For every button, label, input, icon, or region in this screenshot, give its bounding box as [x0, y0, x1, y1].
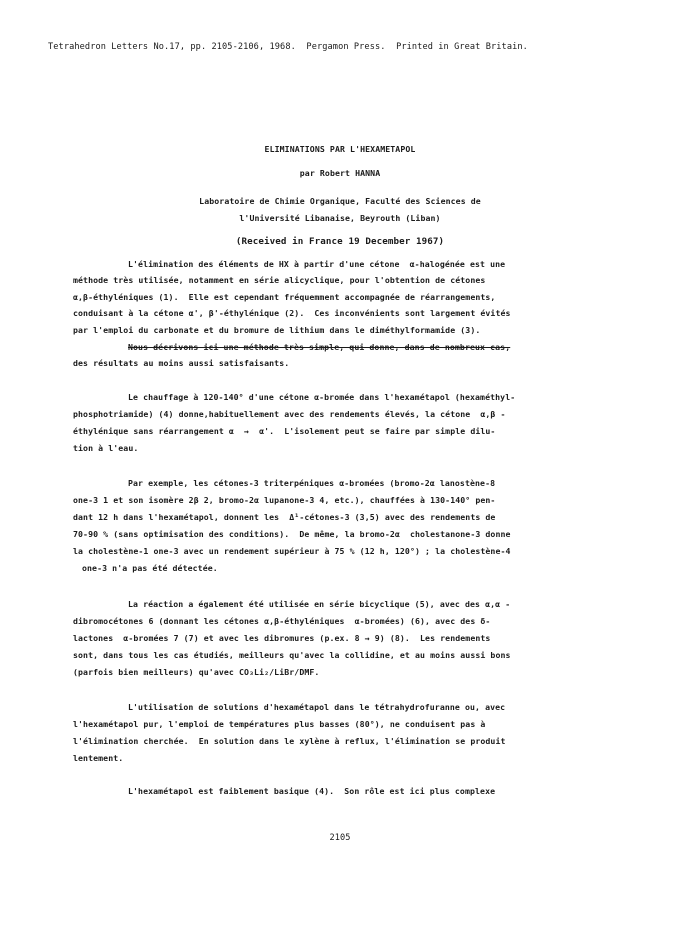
body-line: L'hexamétapol est faiblement basique (4). Son rôle est ici plus complexe: [128, 786, 496, 796]
body-line: one-3 1 et son isomère 2β 2, bromo-2α lupanone-3 4, etc.), chauffées à 130-140° pen-: [73, 495, 496, 505]
body-line: conduisant à la cétone α', β'-éthylénique (2). Ces inconvénients sont largement évités: [73, 308, 511, 318]
body-line: L'élimination des éléments de HX à partir d'une cétone α-halogénée est une: [128, 259, 506, 269]
body-line: sont, dans tous les cas étudiés, meilleurs qu'avec la collidine, et au moins aussi bons: [73, 650, 511, 660]
article-title: ELIMINATIONS PAR L'HEXAMETAPOL: [264, 144, 416, 154]
body-line: α,β-éthyléniques (1). Elle est cependant fréquemment accompagnée de réarrangements,: [73, 292, 496, 302]
body-line: éthylénique sans réarrangement α → α'. L'isolement peut se faire par simple dilu-: [73, 426, 496, 436]
body-line: phosphotriamide) (4) donne,habituellement avec des rendements élevés, la cétone α,β -: [73, 409, 506, 419]
body-line: Nous décrivons ici une méthode très simple, qui donne, dans de nombreux cas,: [128, 342, 511, 352]
body-line: La réaction a également été utilisée en série bicyclique (5), avec des α,α -: [128, 599, 511, 609]
body-line: par l'emploi du carbonate et du bromure de lithium dans le diméthylformamide (3).: [73, 325, 481, 335]
body-line: Par exemple, les cétones-3 triterpéniques α-bromées (bromo-2α lanostène-8: [128, 478, 496, 488]
affiliation-line: l'Université Libanaise, Beyrouth (Liban): [239, 213, 441, 223]
body-line: (parfois bien meilleurs) qu'avec CO₃Li₂/LiBr/DMF.: [73, 667, 320, 677]
received-date: (Received in France 19 December 1967): [235, 236, 445, 247]
body-line: lentement.: [73, 753, 124, 763]
body-line: des résultats au moins aussi satisfaisants.: [73, 358, 290, 368]
body-line: la cholestène-1 one-3 avec un rendement supérieur à 75 % (12 h, 120°) ; la cholestène-4: [73, 546, 511, 556]
body-line: L'utilisation de solutions d'hexamétapol dans le tétrahydrofuranne ou, avec: [128, 702, 506, 712]
body-line: one-3 n'a pas été détectée.: [82, 563, 218, 573]
author: par Robert HANNA: [299, 168, 381, 178]
page-number: 2105: [329, 833, 351, 843]
affiliation-line: Laboratoire de Chimie Organique, Faculté des Sciences de: [199, 196, 481, 206]
body-line: 70-90 % (sans optimisation des conditions). De même, la bromo-2α cholestanone-3 donne: [73, 529, 511, 539]
running-header: Tetrahedron Letters No.17, pp. 2105-2106, 1968. Pergamon Press. Printed in Great Britain.: [48, 42, 528, 52]
body-line: dant 12 h dans l'hexamétapol, donnent les Δ¹-cétones-3 (3,5) avec des rendements de: [73, 512, 496, 522]
body-line: dibromocétones 6 (donnant les cétones α,β-éthyléniques α-bromées) (6), avec des δ-: [73, 616, 491, 626]
body-line: lactones α-bromées 7 (7) et avec les dibromures (p.ex. 8 → 9) (8). Les rendements: [73, 633, 491, 643]
body-line: Le chauffage à 120-140° d'une cétone α-bromée dans l'hexamétapol (hexaméthyl-: [128, 392, 516, 402]
body-line: tion à l'eau.: [73, 443, 139, 453]
body-line: l'hexamétapol pur, l'emploi de températures plus basses (80°), ne conduisent pas à: [73, 719, 486, 729]
body-line: méthode très utilisée, notamment en série alicyclique, pour l'obtention de cétones: [73, 275, 486, 285]
body-line: l'élimination cherchée. En solution dans le xylène à reflux, l'élimination se produit: [73, 736, 506, 746]
